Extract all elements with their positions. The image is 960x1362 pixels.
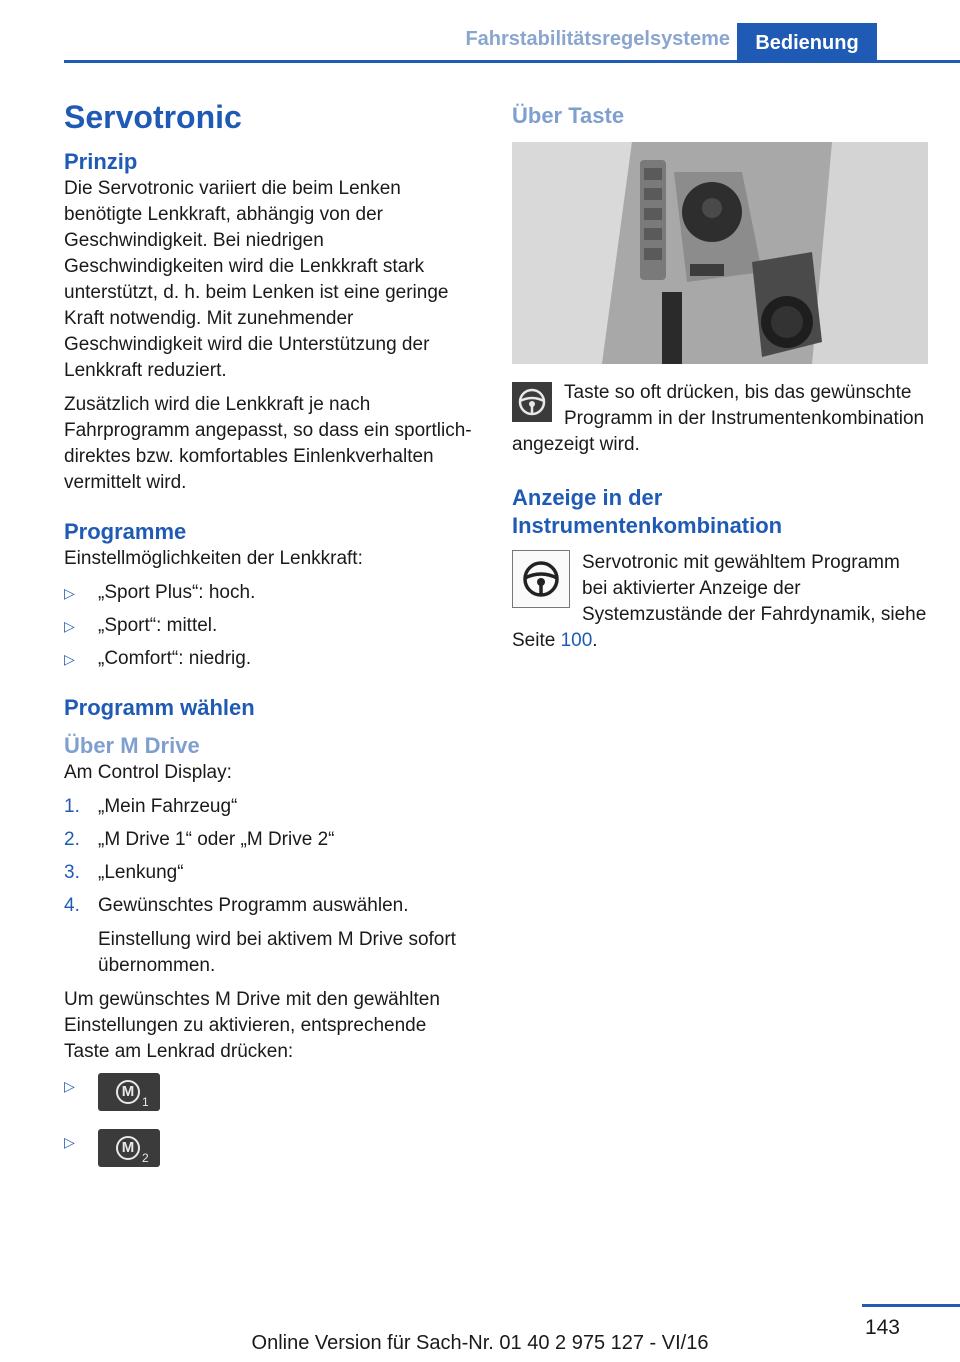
heading-ueber-taste: Über Taste: [512, 103, 625, 128]
right-column: [512, 96, 928, 654]
mdrive-intro: Am Control Display:: [64, 762, 232, 783]
center-console-photo: [512, 142, 928, 364]
programme-intro: Einstellmöglichkeiten der Lenkkraft:: [64, 548, 363, 569]
list-item: ▷ „Sport Plus“: hoch.: [64, 580, 476, 606]
page-link-100[interactable]: 100: [560, 630, 593, 651]
online-version-footer: Online Version für Sach-Nr. 01 40 2 975 127 - VI/16: [251, 1332, 709, 1354]
steering-wheel-icon: [512, 550, 570, 608]
triangle-bullet-icon: ▷: [64, 651, 75, 667]
list-item: 3. „Lenkung“: [64, 862, 184, 883]
heading-ueber-m-drive: Über M Drive: [64, 733, 200, 758]
mdrive-button-list: [64, 1073, 476, 1171]
anzeige-text: Servotronic mit gewähltem Programm bei aktivierter Anzeige der Systemzustände der Fahrdynamik, siehe Seite 100.: [512, 552, 927, 651]
list-item: ▷ „Sport“: mittel.: [64, 613, 476, 639]
steering-wheel-icon: [512, 382, 552, 422]
steps-list: [64, 794, 476, 919]
list-item: [64, 1073, 476, 1115]
heading-prinzip: Prinzip: [64, 149, 138, 174]
list-item: 4. Gewünschtes Programm auswählen.: [64, 895, 409, 916]
taste-instruction: Taste so oft drücken, bis das gewünschte Programm in der Instrumentenkombination angezeigt wird.: [512, 382, 925, 455]
page-number-rule: [862, 1304, 960, 1307]
mdrive-outro: Um gewünschtes M Drive mit den gewählten Einstellungen zu aktivieren, entsprechende Taste am Lenkrad drücken:: [64, 989, 440, 1062]
header-section-title: Fahrstabilitätsregelsysteme: [465, 28, 730, 50]
triangle-bullet-icon: ▷: [64, 585, 75, 601]
triangle-bullet-icon: ▷: [64, 1078, 75, 1094]
page-number: 143: [864, 1316, 900, 1339]
heading-anzeige: Anzeige in der Instrumentenkombination: [512, 485, 783, 538]
header-rule: [64, 60, 960, 63]
heading-programme: Programme: [64, 519, 187, 544]
header-tab-bedienung[interactable]: Bedienung: [737, 23, 877, 63]
programme-list: [64, 580, 476, 672]
triangle-bullet-icon: ▷: [64, 1134, 75, 1150]
page-title: Servotronic: [64, 99, 242, 135]
triangle-bullet-icon: ▷: [64, 618, 75, 634]
prinzip-paragraph-1: Die Servotronic variiert die beim Lenken benötigte Lenkkraft, abhängig von der Geschwindigkeit. Bei niedrigen Geschwindigkeiten wird die Lenkkraft stark unterstützt, d. h. beim Lenken ist eine geringe Kraft notwendig. Mit zunehmender Geschwindigkeit wird die Unterstützung der Lenkkraft reduziert.: [64, 178, 449, 381]
list-item: 2. „M Drive 1“ oder „M Drive 2“: [64, 829, 335, 850]
m-drive-2-button-icon: M 2: [98, 1129, 160, 1167]
step4-note: Einstellung wird bei aktivem M Drive sofort übernommen.: [98, 929, 456, 976]
left-column: [64, 96, 476, 1179]
list-item: 1. „Mein Fahrzeug“: [64, 796, 238, 817]
list-item: [64, 1129, 476, 1171]
list-item: ▷ „Comfort“: niedrig.: [64, 646, 476, 672]
m-drive-1-button-icon: M 1: [98, 1073, 160, 1111]
heading-programm-waehlen: Programm wählen: [64, 695, 255, 720]
prinzip-paragraph-2: Zusätzlich wird die Lenkkraft je nach Fahrprogramm angepasst, so dass ein sportlich-direktes bzw. komfortables Einlenkverhalten vermittelt wird.: [64, 394, 472, 493]
